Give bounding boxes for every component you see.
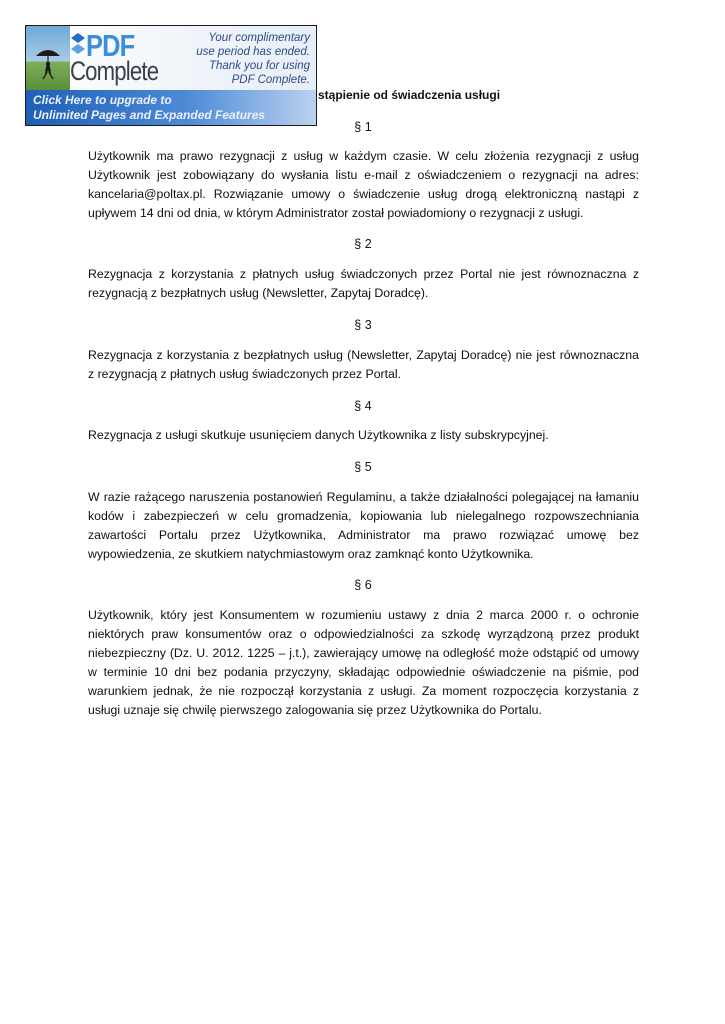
section-text-4: Rezygnacja z usługi skutkuje usunięciem danych Użytkownika z listy subskrypcyjnej. [88,428,549,442]
upgrade-link[interactable] [26,90,317,126]
section-text-1: Użytkownik ma prawo rezygnacji z usług w każdym czasie. W celu złożenia rezygnacji z usług Użytkownik jest zobowiązany do wysłania listu e-mail z oświadczeniem o rezygnacji na adres: kancelaria@poltax.pl. Rozwiązanie umowy o świadczenie usług drogą elektroniczną nastąpi z upływem 14 dni od dnia, w którym Administrator został powiadomiony o rezygnacji z usługi. [88,149,639,220]
section-mark-1: § 1 [354,120,372,134]
logo-pdf-text: PDF [86,28,135,63]
section-text-3: Rezygnacja z korzystania z bezpłatnych usług (Newsletter, Zapytaj Doradcę) nie jest równoznaczna z rezygnacją z płatnych usług świadczonych przez Portal. [88,348,639,381]
umbrella-person-icon [26,26,70,90]
section-text-2: Rezygnacja z korzystania z płatnych usług świadczonych przez Portal nie jest równoznaczna z rezygnacją z bezpłatnych usług (Newsletter, Zapytaj Doradcę). [88,267,639,300]
section-mark-3: § 3 [354,318,372,332]
section-mark-6: § 6 [354,578,372,592]
logo-complete-text: Complete [70,56,159,86]
upgrade-link-line[interactable]: Unlimited Pages and Expanded Features [33,108,266,122]
banner-message-line: PDF Complete. [231,74,310,86]
upgrade-link-text[interactable] [33,93,313,123]
banner-message-line: use period has ended. [196,46,310,58]
banner-message-line: Thank you for using [208,60,310,72]
section-mark-4: § 4 [354,399,372,413]
upgrade-banner[interactable] [25,25,317,126]
upgrade-link-line[interactable]: Click Here to upgrade to [33,93,172,107]
banner-message-line: Your complimentary [208,32,310,44]
section-mark-5: § 5 [354,460,372,474]
diamond-icon [70,32,86,56]
document-title: stąpienie od świadczenia usługi [318,88,501,102]
section-mark-2: § 2 [354,237,372,251]
banner-header [26,26,317,90]
section-text-5: W razie rażącego naruszenia postanowień Regulaminu, a także działalności polegającej na łamaniu kodów i zabezpieczeń w celu gromadzenia, kopiowania lub nielegalnego rozpowszechniania zawartości Portalu przez Użytkownika, Administrator ma prawo rozwiązać umowę bez wypowiedzenia, ze skutkiem natychmiastowym oraz zamknąć konto Użytkownika. [88,490,639,561]
section-text-6: Użytkownik, który jest Konsumentem w rozumieniu ustawy z dnia 2 marca 2000 r. o ochronie niektórych praw konsumentów oraz o odpowiedzialności za szkodę wyrządzoną przez produkt niebezpieczny (Dz. U. 2012. 1225 – j.t.), zawierający umowę na odległość może odstąpić od umowy w terminie 10 dni bez podania przyczyny, składając odpowiednie oświadczenie na piśmie, pod warunkiem jednak, że nie rozpoczął korzystania z usługi. Za moment rozpoczęcia korzystania z usługi uznaje się chwilę pierwszego zalogowania się przez Użytkownika do Portalu. [88,608,639,717]
banner-message [176,31,310,87]
pdf-complete-logo [68,28,188,88]
